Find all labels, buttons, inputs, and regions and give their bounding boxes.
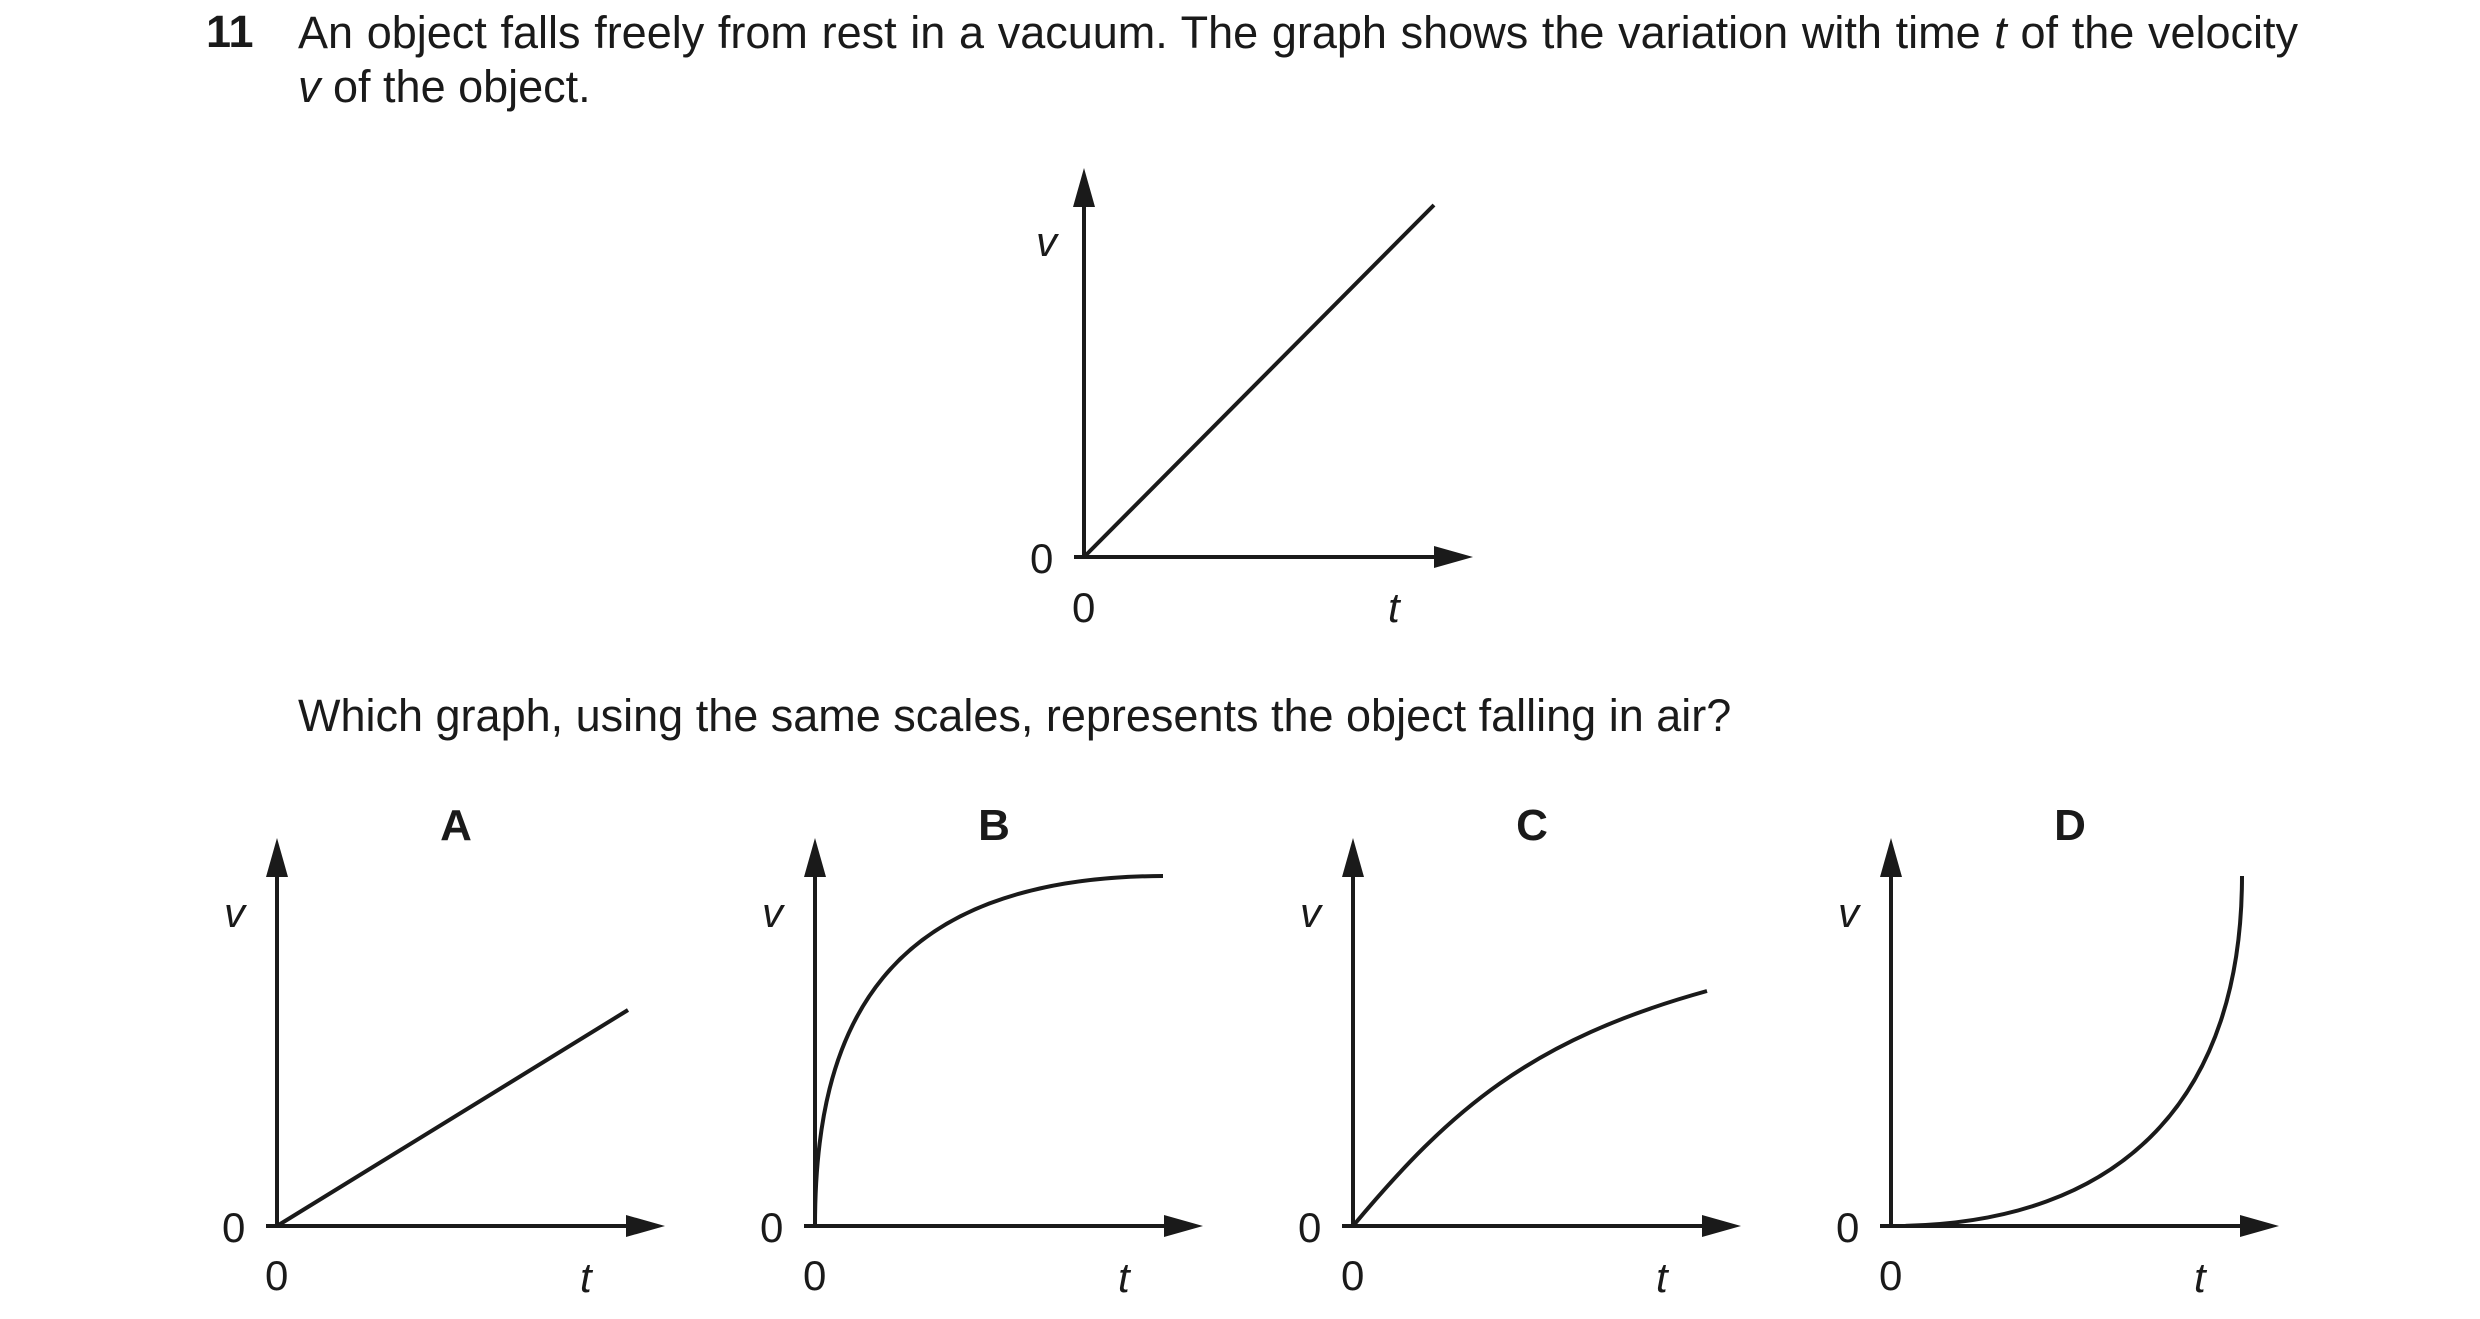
x-origin-label: 0	[1072, 584, 1096, 631]
x-axis-arrowhead	[626, 1215, 665, 1237]
option-label: B	[978, 801, 1010, 850]
x-axis-label: t	[1118, 1254, 1130, 1301]
x-axis-label: t	[1388, 584, 1400, 631]
y-axis-arrowhead	[266, 838, 288, 877]
option-label: D	[2054, 801, 2086, 850]
velocity-symbol: v	[298, 61, 321, 112]
velocity-line	[277, 1010, 628, 1226]
velocity-curve	[815, 876, 1163, 1226]
graph-option-b	[760, 801, 1203, 1301]
y-axis-arrowhead	[804, 838, 826, 877]
y-origin-label: 0	[1298, 1204, 1322, 1251]
graph-option-a	[222, 801, 665, 1301]
y-axis-arrowhead	[1342, 838, 1364, 877]
y-origin-label: 0	[1030, 535, 1054, 582]
y-axis-label: v	[1838, 889, 1859, 936]
y-axis-label: v	[1300, 889, 1321, 936]
graph-option-d	[1836, 801, 2279, 1301]
question-text-part: An object falls freely from rest in a vacuum. The graph shows the variation with time	[298, 7, 1995, 58]
x-axis-label: t	[580, 1254, 592, 1301]
x-axis-arrowhead	[1702, 1215, 1741, 1237]
x-origin-label: 0	[1341, 1252, 1365, 1299]
option-label: A	[440, 801, 472, 850]
graph-main	[1030, 168, 1473, 631]
velocity-curve	[1891, 876, 2242, 1226]
x-origin-label: 0	[1879, 1252, 1903, 1299]
graph-option-c	[1298, 801, 1741, 1301]
x-axis-arrowhead	[1434, 546, 1473, 568]
y-origin-label: 0	[222, 1204, 246, 1251]
y-axis-arrowhead	[1880, 838, 1902, 877]
x-axis-arrowhead	[2240, 1215, 2279, 1237]
y-axis-arrowhead	[1073, 168, 1095, 207]
y-axis-label: v	[224, 889, 245, 936]
question-text-part: of the object.	[320, 61, 591, 112]
question-prompt: Which graph, using the same scales, represents the object falling in air?	[298, 690, 1732, 741]
y-axis-label: v	[762, 889, 783, 936]
time-symbol: t	[1994, 7, 2007, 58]
x-axis-arrowhead	[1164, 1215, 1203, 1237]
x-axis-label: t	[1656, 1254, 1668, 1301]
x-origin-label: 0	[265, 1252, 289, 1299]
question-number: 11	[206, 6, 254, 57]
y-origin-label: 0	[760, 1204, 784, 1251]
x-origin-label: 0	[803, 1252, 827, 1299]
question-text-part: of the velocity	[2006, 7, 2298, 58]
velocity-curve	[1353, 991, 1707, 1226]
x-axis-label: t	[2194, 1254, 2206, 1301]
velocity-line	[1084, 205, 1434, 557]
option-label: C	[1516, 801, 1548, 850]
y-origin-label: 0	[1836, 1204, 1860, 1251]
y-axis-label: v	[1036, 218, 1057, 265]
